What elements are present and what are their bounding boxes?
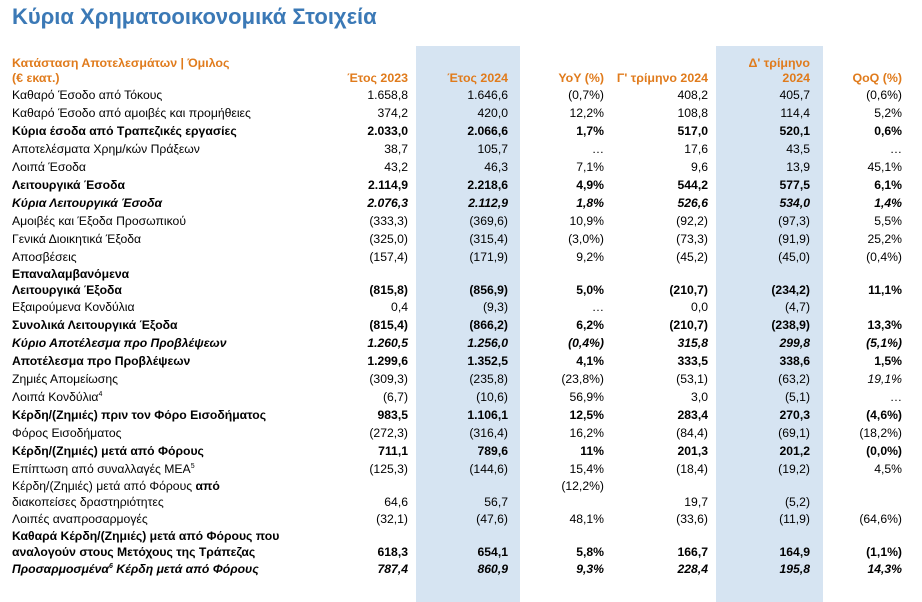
cell-yoy: 6,2% xyxy=(576,318,604,332)
cell-q3: 9,6 xyxy=(691,160,708,174)
cell-y2023: 1.299,6 xyxy=(367,354,408,368)
cell-y2024: 105,7 xyxy=(477,142,508,156)
header-q4 xyxy=(708,56,810,86)
cell-y2024: (10,6) xyxy=(476,390,508,404)
table-row xyxy=(12,424,902,442)
cell-qoq: … xyxy=(889,142,902,156)
cell-q3: (210,7) xyxy=(669,283,708,297)
cell-y2023: (333,3) xyxy=(369,214,408,228)
cell-q3: 283,4 xyxy=(677,408,708,422)
cell-y2024: 1.646,6 xyxy=(467,88,508,102)
row-label xyxy=(12,442,336,460)
header-yoy: YoY (%) xyxy=(558,71,604,85)
cell-y2023: (125,3) xyxy=(369,462,408,476)
table-row xyxy=(12,510,902,528)
cell-q4: 338,6 xyxy=(779,354,810,368)
table-row xyxy=(12,406,902,424)
cell-y2024: 1.256,0 xyxy=(467,336,508,350)
cell-y2023: 0,4 xyxy=(391,300,408,314)
table-row xyxy=(12,370,902,388)
row-label-line2: διακοπείσες δραστηριότητες xyxy=(12,495,164,509)
row-label-text: Αμοιβές και Έξοδα Προσωπικού xyxy=(12,214,186,228)
cell-q3: 166,7 xyxy=(677,545,708,559)
cell-qoq: 1,4% xyxy=(874,196,902,210)
cell-yoy: 15,4% xyxy=(569,462,604,476)
row-label-text: Κέρδη/(Ζημιές) μετά από Φόρους xyxy=(12,444,204,458)
cell-y2024: (856,9) xyxy=(469,283,508,297)
cell-y2024: 2.112,9 xyxy=(468,196,508,210)
row-label-text: Αποτέλεσμα προ Προβλέψεων xyxy=(12,354,191,368)
footnote-marker: 4 xyxy=(98,390,103,398)
table-row xyxy=(12,158,902,176)
cell-q4: 577,5 xyxy=(779,178,810,192)
cell-q3: 333,5 xyxy=(677,354,708,368)
cell-y2024: (9,3) xyxy=(482,300,508,314)
cell-qoq xyxy=(810,478,902,510)
cell-q3: 544,2 xyxy=(677,178,708,192)
cell-q4: (63,2) xyxy=(778,372,810,386)
cell-y2023: (309,3) xyxy=(369,372,408,386)
row-label-line1: Επαναλαμβανόμενα xyxy=(12,267,130,281)
cell-qoq: 6,1% xyxy=(874,178,902,192)
table-row xyxy=(12,442,902,460)
cell-qoq: (5,1%) xyxy=(866,336,902,350)
cell-qoq: 5,5% xyxy=(874,214,902,228)
row-label-text: Καθαρό Έσοδο από αμοιβές και προμήθειες xyxy=(12,106,251,120)
cell-yoy: (3,0%) xyxy=(568,232,604,246)
cell-q3: (33,6) xyxy=(676,512,708,526)
cell-y2024: 1.352,5 xyxy=(467,354,508,368)
cell-y2024: 56,7 xyxy=(484,495,508,509)
row-label xyxy=(12,424,336,442)
cell-qoq: 1,5% xyxy=(874,354,902,368)
cell-yoy: (23,8%) xyxy=(561,372,604,386)
header-q4-line2: 2024 xyxy=(782,71,810,85)
table-row xyxy=(12,140,902,158)
cell-y2023: 983,5 xyxy=(377,408,408,422)
row-label-text: Αποτελέσματα Χρημ/κών Πράξεων xyxy=(12,142,200,156)
row-label-text: Κέρδη μετά από Φόρους xyxy=(112,562,259,576)
cell-q3: 3,0 xyxy=(691,390,708,404)
row-label xyxy=(12,510,336,528)
row-label-text: Λειτουργικά Έσοδα xyxy=(12,178,125,192)
cell-qoq xyxy=(810,298,902,316)
cell-yoy: 4,9% xyxy=(576,178,604,192)
table-row xyxy=(12,352,902,370)
cell-qoq: (4,6%) xyxy=(866,408,902,422)
cell-y2023: 2.114,9 xyxy=(368,178,408,192)
row-label xyxy=(12,334,336,352)
row-label-text: Προσαρμοσμένα xyxy=(12,562,109,576)
cell-q3: 315,8 xyxy=(677,336,708,350)
cell-q4: 534,0 xyxy=(779,196,810,210)
cell-y2024: (47,6) xyxy=(476,512,508,526)
cell-qoq: 5,2% xyxy=(874,106,902,120)
cell-yoy: 16,2% xyxy=(569,426,604,440)
row-label-text: Φόρος Εισοδήματος xyxy=(12,426,122,440)
table-row xyxy=(12,248,902,266)
row-label-text: Λοιπά Έσοδα xyxy=(12,160,86,174)
cell-y2023: (815,4) xyxy=(369,318,408,332)
cell-y2024: (144,6) xyxy=(469,462,508,476)
cell-y2024: 2.066,6 xyxy=(467,124,508,138)
row-label xyxy=(12,86,336,104)
header-q3: Γ' τρίμηνο 2024 xyxy=(616,71,708,85)
cell-y2023: 1.658,8 xyxy=(367,88,408,102)
row-label xyxy=(12,316,336,334)
row-label xyxy=(12,460,336,478)
footnote-marker: 5 xyxy=(190,462,195,470)
row-label xyxy=(12,406,336,424)
row-label-bold: από xyxy=(195,479,220,493)
row-label-line1: Καθαρά Κέρδη/(Ζημιές) μετά από Φόρους που xyxy=(12,529,280,543)
row-label-text: Καθαρό Έσοδο από Τόκους xyxy=(12,88,163,102)
table-row xyxy=(12,212,902,230)
cell-q4: (19,2) xyxy=(778,462,810,476)
cell-yoy: 1,8% xyxy=(576,196,604,210)
cell-y2023: 618,3 xyxy=(377,545,408,559)
table-row xyxy=(12,194,902,212)
cell-qoq: 4,5% xyxy=(874,462,902,476)
cell-q4: (69,1) xyxy=(778,426,810,440)
cell-y2023: 374,2 xyxy=(377,106,408,120)
cell-y2024: 2.218,6 xyxy=(467,178,508,192)
cell-q4: 270,3 xyxy=(779,408,810,422)
cell-y2024: (369,6) xyxy=(469,214,508,228)
cell-y2023: 43,2 xyxy=(384,160,408,174)
table-row xyxy=(12,104,902,122)
table-header xyxy=(12,56,902,86)
cell-yoy: … xyxy=(591,300,604,314)
cell-qoq: (0,0%) xyxy=(866,444,902,458)
cell-q4: (238,9) xyxy=(771,318,810,332)
row-label-text: Συνολικά Λειτουργικά Έξοδα xyxy=(12,318,178,332)
header-label-line1: Κατάσταση Αποτελεσμάτων | Όμιλος xyxy=(12,56,230,70)
cell-q3: (45,2) xyxy=(676,250,708,264)
table-row xyxy=(12,230,902,248)
cell-yoy: 9,3% xyxy=(576,562,604,576)
cell-yoy: 5,8% xyxy=(576,545,604,559)
cell-y2024: (171,9) xyxy=(469,250,508,264)
row-label-text: Γενικά Διοικητικά Έξοδα xyxy=(12,232,142,246)
cell-yoy: 5,0% xyxy=(576,283,604,297)
cell-q4: (97,3) xyxy=(778,214,810,228)
row-label xyxy=(12,478,336,510)
row-label xyxy=(12,298,336,316)
cell-q4: (4,7) xyxy=(784,300,810,314)
cell-q4: 520,1 xyxy=(779,124,810,138)
cell-y2023: (6,7) xyxy=(382,390,408,404)
cell-yoy: 56,9% xyxy=(569,390,604,404)
cell-q3: 19,7 xyxy=(684,495,708,509)
table-row xyxy=(12,528,902,560)
cell-y2024: (316,4) xyxy=(469,426,508,440)
cell-q4: (11,9) xyxy=(779,512,810,526)
cell-y2023: (32,1) xyxy=(376,512,408,526)
cell-y2023: 2.033,0 xyxy=(367,124,408,138)
cell-y2024: 1.106,1 xyxy=(467,408,508,422)
cell-y2023: 787,4 xyxy=(377,562,408,576)
row-label xyxy=(12,194,336,212)
row-label-text: Αποσβέσεις xyxy=(12,250,77,264)
row-label-text: Κέρδη/(Ζημιές) πριν τον Φόρο Εισοδήματος xyxy=(12,408,267,422)
cell-q4: 114,4 xyxy=(780,106,810,120)
cell-qoq: (64,6%) xyxy=(859,512,902,526)
cell-yoy: 9,2% xyxy=(576,250,604,264)
cell-y2024: (866,2) xyxy=(469,318,508,332)
cell-q3: (92,2) xyxy=(676,214,708,228)
cell-yoy: 12,5% xyxy=(569,408,604,422)
row-label-line2: Λειτουργικά Έξοδα xyxy=(12,283,122,297)
cell-y2024: (235,8) xyxy=(469,372,508,386)
cell-qoq: 13,3% xyxy=(867,318,902,332)
row-label-text: Κύρια Λειτουργικά Έσοδα xyxy=(12,196,163,210)
row-label xyxy=(12,352,336,370)
cell-q3: (18,4) xyxy=(676,462,708,476)
cell-y2024: 654,1 xyxy=(477,545,508,559)
cell-q4: 195,8 xyxy=(779,562,810,576)
cell-y2024: 46,3 xyxy=(484,160,508,174)
cell-qoq: 14,3% xyxy=(867,562,902,576)
cell-qoq: (0,4%) xyxy=(866,250,902,264)
cell-y2023: (325,0) xyxy=(369,232,408,246)
cell-y2024: (315,4) xyxy=(469,232,508,246)
table-row xyxy=(12,460,902,478)
cell-yoy: 48,1% xyxy=(569,512,604,526)
cell-q4: (91,9) xyxy=(778,232,810,246)
row-label xyxy=(12,388,336,406)
row-label-text: Ζημιές Απομείωσης xyxy=(12,372,118,386)
cell-q4: 43,5 xyxy=(786,142,810,156)
row-label xyxy=(12,158,336,176)
cell-q4: (234,2) xyxy=(771,283,810,297)
table-row xyxy=(12,86,902,104)
cell-q3: 526,6 xyxy=(677,196,708,210)
cell-q3: 0,0 xyxy=(691,300,708,314)
cell-q3: 17,6 xyxy=(684,142,708,156)
cell-qoq: 11,1% xyxy=(868,283,902,297)
cell-q4: 405,7 xyxy=(779,88,810,102)
row-label xyxy=(12,266,336,298)
row-label xyxy=(12,104,336,122)
cell-y2024: 789,6 xyxy=(477,444,508,458)
cell-q4: 164,9 xyxy=(779,545,810,559)
cell-y2024: 860,9 xyxy=(477,562,508,576)
row-label xyxy=(12,248,336,266)
row-label-text: Κύριο Αποτέλεσμα προ Προβλέψεων xyxy=(12,336,227,350)
header-qoq: QoQ (%) xyxy=(852,71,902,85)
cell-q3: (210,7) xyxy=(669,318,708,332)
cell-q3: 228,4 xyxy=(677,562,708,576)
cell-q4: (5,2) xyxy=(784,495,810,509)
table-row xyxy=(12,316,902,334)
cell-q4: 13,9 xyxy=(786,160,810,174)
table-row xyxy=(12,388,902,406)
table-row xyxy=(12,560,902,578)
cell-qoq: … xyxy=(889,390,902,404)
cell-yoy: 12,2% xyxy=(569,106,604,120)
row-label-text: Λοιπά Κονδύλια xyxy=(12,390,99,404)
row-label-text: Λοιπές αναπροσαρμογές xyxy=(12,512,148,526)
cell-q4: 201,2 xyxy=(779,444,810,458)
cell-q3: (73,3) xyxy=(676,232,708,246)
table-row xyxy=(12,266,902,298)
cell-yoy: (0,7%) xyxy=(568,88,604,102)
table-row xyxy=(12,176,902,194)
cell-yoy: 11% xyxy=(580,444,604,458)
header-2023: Έτος 2023 xyxy=(347,71,408,85)
header-2024: Έτος 2024 xyxy=(447,71,508,85)
cell-y2023: 2.076,3 xyxy=(367,196,408,210)
cell-y2023: 711,1 xyxy=(378,444,408,458)
row-label xyxy=(12,528,336,560)
row-label xyxy=(12,370,336,388)
row-label xyxy=(12,230,336,248)
row-label xyxy=(12,140,336,158)
cell-qoq: 45,1% xyxy=(867,160,902,174)
cell-q3: 201,3 xyxy=(677,444,708,458)
row-label-text: Εξαιρούμενα Κονδύλια xyxy=(12,300,135,314)
table-row xyxy=(12,122,902,140)
cell-yoy: (0,4%) xyxy=(568,336,604,350)
cell-qoq: 0,6% xyxy=(874,124,902,138)
header-label xyxy=(12,56,336,86)
cell-qoq: (18,2%) xyxy=(859,426,902,440)
row-label-line2: αναλογούν στους Μετόχους της Τράπεζας xyxy=(12,545,256,559)
row-label-text: Κύρια έσοδα από Τραπεζικές εργασίες xyxy=(12,124,237,138)
cell-yoy: 7,1% xyxy=(576,160,604,174)
cell-q3: (53,1) xyxy=(676,372,708,386)
income-statement-table xyxy=(12,56,902,578)
cell-y2023: (157,4) xyxy=(369,250,408,264)
cell-qoq: (1,1%) xyxy=(866,545,902,559)
cell-yoy: 1,7% xyxy=(576,124,604,138)
table-row xyxy=(12,334,902,352)
cell-y2023: 1.260,5 xyxy=(367,336,408,350)
header-label-line2: (€ εκατ.) xyxy=(12,71,60,85)
cell-y2023: 64,6 xyxy=(384,495,408,509)
cell-q3: 108,8 xyxy=(677,106,708,120)
page-title: Κύρια Χρηματοοικονομικά Στοιχεία xyxy=(12,4,377,29)
cell-q4: 299,8 xyxy=(779,336,810,350)
cell-y2023: (272,3) xyxy=(369,426,408,440)
cell-qoq: 19,1% xyxy=(867,372,902,386)
cell-y2023: 38,7 xyxy=(384,142,408,156)
header-q4-line1: Δ' τρίμηνο xyxy=(748,56,810,70)
cell-q3: (84,4) xyxy=(676,426,708,440)
cell-qoq: 25,2% xyxy=(867,232,902,246)
cell-yoy: … xyxy=(591,142,604,156)
cell-q4: (45,0) xyxy=(778,250,810,264)
cell-y2024: 420,0 xyxy=(477,106,508,120)
cell-yoy: 10,9% xyxy=(569,214,604,228)
table-row xyxy=(12,478,902,510)
row-label xyxy=(12,560,336,578)
cell-y2023: (815,8) xyxy=(369,283,408,297)
cell-yoy: 4,1% xyxy=(576,354,604,368)
cell-q3: 408,2 xyxy=(677,88,708,102)
footnote-marker: 6 xyxy=(109,562,113,570)
row-label xyxy=(12,122,336,140)
cell-yoy: (12,2%) xyxy=(561,479,604,493)
cell-qoq: (0,6%) xyxy=(866,88,902,102)
row-label xyxy=(12,176,336,194)
cell-q3: 517,0 xyxy=(677,124,708,138)
table-row xyxy=(12,298,902,316)
row-label xyxy=(12,212,336,230)
row-label-text: Κέρδη/(Ζημιές) μετά από Φόρους xyxy=(12,479,196,493)
row-label-text: Επίπτωση από συναλλαγές ΜΕΑ xyxy=(12,462,191,476)
cell-q4: (5,1) xyxy=(784,390,810,404)
